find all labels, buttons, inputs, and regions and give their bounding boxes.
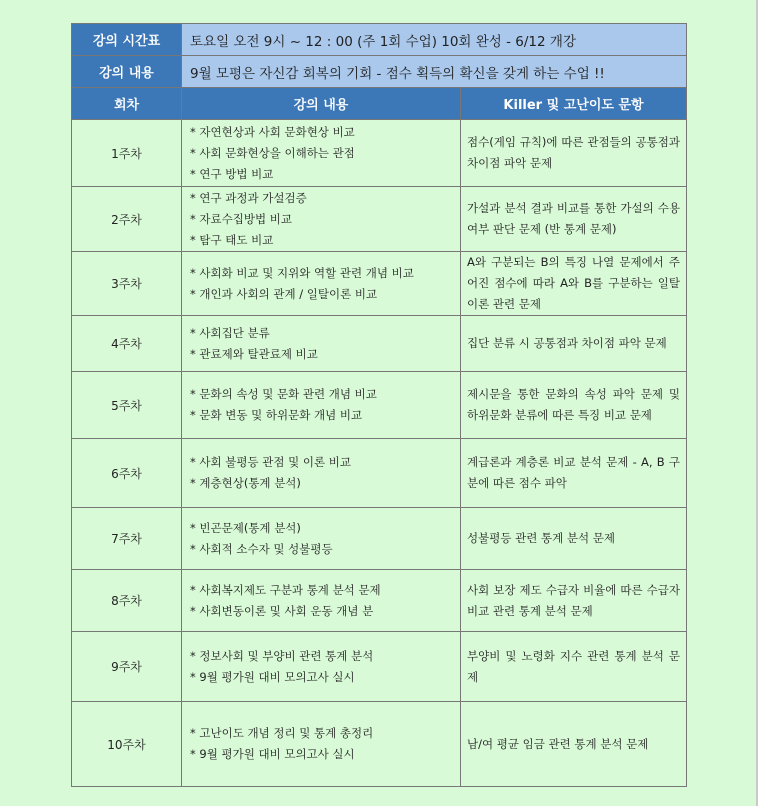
- table-row: [72, 702, 687, 787]
- killer-cell: [461, 570, 687, 632]
- topic-item: * 사회집단 분류: [190, 325, 270, 340]
- topic-item: * 사회변동이론 및 사회 운동 개념 분: [190, 603, 374, 618]
- schedule-info-row: [72, 24, 687, 56]
- killer-text: 남/여 평균 임금 관련 통계 분석 문제: [467, 736, 649, 751]
- killer-text: 집단 분류 시 공통점과 차이점 파악 문제: [467, 336, 667, 350]
- topic-item: * 연구 방법 비교: [190, 166, 274, 181]
- killer-cell: [461, 439, 687, 508]
- killer-text: 성불평등 관련 통계 분석 문제: [467, 531, 615, 545]
- table-row: [72, 570, 687, 632]
- topic-item: * 사회복지제도 구분과 통계 분석 문제: [190, 582, 381, 597]
- topic-item: * 자연현상과 사회 문화현상 비교: [190, 124, 355, 139]
- table-row: [72, 252, 687, 316]
- week-label: 6주차: [72, 439, 182, 508]
- week-label: 3주차: [72, 252, 182, 316]
- topic-item: * 고난이도 개념 정리 및 통계 총정리: [190, 726, 374, 740]
- topics-cell: [182, 316, 461, 372]
- topic-item: * 연구 과정과 가설검증: [190, 190, 307, 205]
- killer-column-header: Killer 및 고난이도 문항: [461, 88, 687, 120]
- topic-item: * 문화 변동 및 하위문화 개념 비교: [190, 408, 363, 422]
- table-row: [72, 439, 687, 508]
- killer-text: 부양비 및 노령화 지수 관련 통계 분석 문제: [467, 648, 680, 684]
- killer-cell: [461, 316, 687, 372]
- topic-item: * 사회 문화현상을 이해하는 관점: [190, 145, 355, 160]
- content-value: 9월 모평은 자신감 회복의 기회 - 점수 획득의 확신을 갖게 하는 수업 !!: [182, 56, 687, 88]
- table-row: [72, 187, 687, 252]
- topic-item: * 사회화 비교 및 지위와 역할 관련 개념 비교: [190, 265, 414, 280]
- topic-item: * 개인과 사회의 관계 / 일탈이론 비교: [190, 286, 378, 301]
- table-header-row: [72, 88, 687, 120]
- content-label: 강의 내용: [72, 56, 182, 88]
- killer-text: 점수(게임 규칙)에 따른 관점들의 공통점과 차이점 파악 문제: [467, 135, 680, 170]
- killer-cell: [461, 508, 687, 570]
- killer-cell: [461, 372, 687, 439]
- week-label: 4주차: [72, 316, 182, 372]
- killer-text: 사회 보장 제도 수급자 비율에 따른 수급자 비교 관련 통계 분석 문제: [467, 582, 680, 618]
- topics-cell: [182, 702, 461, 787]
- week-column-header: 회차: [72, 88, 182, 120]
- killer-cell: [461, 120, 687, 187]
- week-label: 1주차: [72, 120, 182, 187]
- topics-cell: [182, 372, 461, 439]
- table-row: [72, 316, 687, 372]
- topic-item: * 사회 불평등 관점 및 이론 비교: [190, 455, 351, 469]
- topic-item: * 관료제와 탈관료제 비교: [190, 346, 318, 361]
- schedule-label: 강의 시간표: [72, 24, 182, 56]
- table-row: [72, 632, 687, 702]
- topic-item: * 사회적 소수자 및 성불평등: [190, 541, 333, 556]
- topic-item: * 정보사회 및 부양비 관련 통계 분석: [190, 648, 374, 663]
- topic-item: * 계층현상(통계 분석): [190, 476, 301, 490]
- week-label: 5주차: [72, 372, 182, 439]
- table-row: [72, 120, 687, 187]
- topic-item: * 탐구 태도 비교: [190, 232, 274, 247]
- topic-item: * 문화의 속성 및 문화 관련 개념 비교: [190, 387, 377, 401]
- topics-cell: [182, 252, 461, 316]
- killer-text: A와 구분되는 B의 특징 나열 문제에서 주어진 점수에 따라 A와 B를 구분하는 일탈 이론 관련 문제: [467, 255, 680, 311]
- killer-cell: [461, 632, 687, 702]
- table-row: [72, 372, 687, 439]
- killer-cell: [461, 187, 687, 252]
- topics-cell: [182, 439, 461, 508]
- week-label: 7주차: [72, 508, 182, 570]
- content-info-row: [72, 56, 687, 88]
- killer-text: 계급론과 계층론 비교 분석 문제 - A, B 구분에 따른 점수 파악: [467, 455, 680, 490]
- topics-cell: [182, 632, 461, 702]
- topic-item: * 빈곤문제(통계 분석): [190, 520, 301, 535]
- week-label: 2주차: [72, 187, 182, 252]
- week-label: 10주차: [72, 702, 182, 787]
- topics-cell: [182, 120, 461, 187]
- killer-text: 제시문을 통한 문화의 속성 파악 문제 및 하위문화 분류에 따른 특징 비교 문제: [467, 387, 680, 422]
- killer-cell: [461, 702, 687, 787]
- killer-text: 가설과 분석 결과 비교를 통한 가설의 수용 여부 판단 문제 (반 통계 문제): [467, 201, 680, 236]
- topic-item: * 자료수집방법 비교: [190, 211, 292, 226]
- schedule-value: 토요일 오전 9시 ~ 12 : 00 (주 1회 수업) 10회 완성 - 6/12 개강: [182, 24, 687, 56]
- content-column-header: 강의 내용: [182, 88, 461, 120]
- topic-item: * 9월 평가원 대비 모의고사 실시: [190, 747, 355, 761]
- killer-cell: [461, 252, 687, 316]
- topic-item: * 9월 평가원 대비 모의고사 실시: [190, 669, 355, 684]
- lecture-schedule-table: [71, 23, 687, 787]
- week-label: 8주차: [72, 570, 182, 632]
- week-label: 9주차: [72, 632, 182, 702]
- table-row: [72, 508, 687, 570]
- topics-cell: [182, 187, 461, 252]
- topics-cell: [182, 508, 461, 570]
- topics-cell: [182, 570, 461, 632]
